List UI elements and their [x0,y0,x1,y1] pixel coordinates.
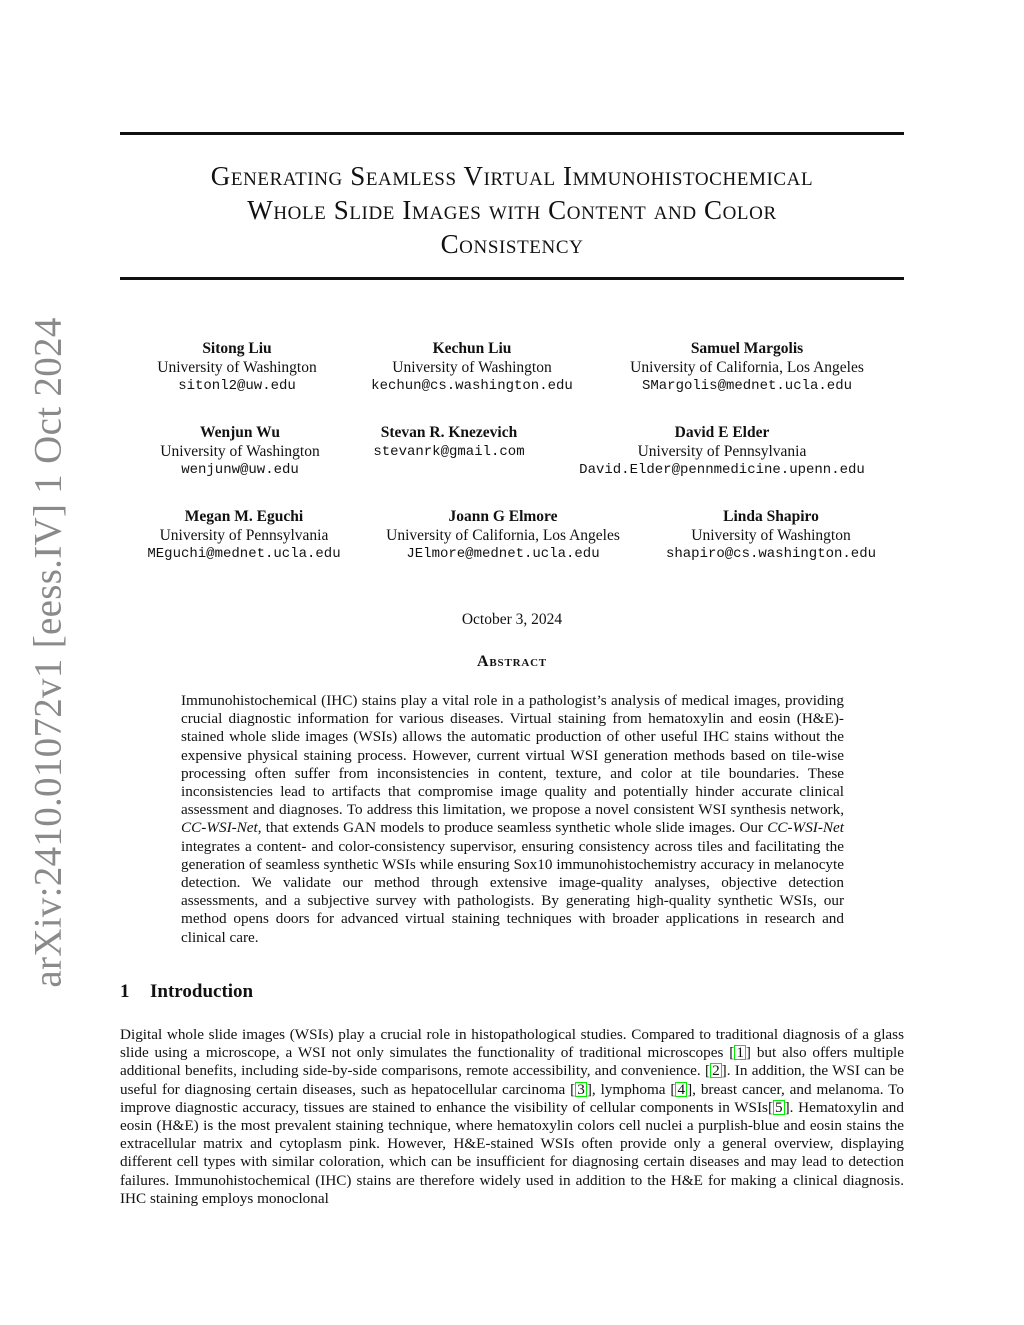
author-email[interactable]: SMargolis@mednet.ucla.edu [641,378,853,394]
citation-link[interactable]: 1 [736,1044,744,1062]
section-title: Introduction [150,981,254,1002]
author-name: Joann G Elmore [448,508,558,525]
paper-title [120,159,904,261]
method-name: CC-WSI-Net [767,819,844,837]
title-line-2: Whole Slide Images with Content and Color [247,195,777,225]
author-name: David E Elder [674,424,770,441]
author-email[interactable]: shapiro@cs.washington.edu [665,546,877,562]
author-affiliation: University of Pennsylvania [637,442,807,460]
abstract-text: Immunohistochemical (IHC) stains play a vital role in a pathologist’s analysis of medical images, providing crucial diagnostic information for various diseases. Virtual staining from hematoxylin and eosin (H&E)-stained whole slide images (WSIs) allows the automatic production of other useful IHC stains without the expensive physical staining process. However, current virtual WSI generation methods based on tile-wise processing often suffer from inconsistencies in content, texture, and color at tile boundaries. These inconsistencies lead to artifacts that compromise image quality and potentially hinder accurate clinical assessment and diagnoses. To address this limitation, we propose a novel consistent WSI synthesis network, [181,692,844,819]
citation-link[interactable]: 2 [712,1062,720,1080]
author-affiliation: University of California, Los Angeles [386,526,620,544]
author-name: Stevan R. Knezevich [380,424,518,441]
author-affiliation: University of Washington [160,442,320,460]
author-email[interactable]: JElmore@mednet.ucla.edu [406,546,600,562]
section-number: 1 [120,981,130,1002]
introduction-body: Digital whole slide images (WSIs) play a crucial role in histopathological studies. Compared to traditional diagnosis of a glass slide using a microscope, a WSI not only simulates the functionality of traditional microscopes [ 1 ] but also offers multiple additional benefits, including side-by-side comparisons, remote accessibility, and convenience. [ 2 ]. In addition, the WSI can be useful for diagnosing certain diseases, such as hepatocellular carcinoma [ 3 ], lymphoma [ 4 ], breast cancer, and melanoma. To improve diagnostic accuracy, tissues are stained to enhance the visibility of cellular components in WSIs[ 5 ]. Hematoxylin and eosin (H&E) is the most prevalent staining technique, where hematoxylin colors cell nuclei a purplish-blue and eosin stains the extracellular matrix and cytoplasm pink. However, H&E-stained WSIs often provide only a general overview, displaying different cell types with similar coloration, which can be insufficient for diagnosing certain diseases and may lead to detection failures. Immunohistochemical (IHC) stains are therefore widely used in addition to the H&E for making a clinical diagnosis. IHC staining employs monoclonal [120,1026,904,1207]
author-megan-eguchi [134,508,354,564]
author-name: Wenjun Wu [200,424,280,441]
body-text: , lymphoma [591,1080,671,1098]
citation-link[interactable]: 3 [577,1080,585,1098]
method-name: CC-WSI-Net [181,819,258,837]
author-wenjun-wu [140,424,340,480]
body-text: . In addition, the WSI can be useful for diagnosing certain diseases, such as hepatocellular carcinoma [120,1062,904,1098]
author-name: Megan M. Eguchi [184,508,304,525]
arxiv-id-text: arXiv:2410.01072v1 [eess.IV] 1 Oct 2024 [26,317,70,988]
author-stevan-knezevich [354,424,544,461]
publication-date: October 3, 2024 [461,611,563,628]
body-text: Digital whole slide images (WSIs) play a crucial role in histopathological studies. Compared to traditional diagnosis of a glass slide using a microscope, a WSI not only simulates the functionality of traditional microscopes [120,1026,904,1062]
title-line-1: Generating Seamless Virtual Immunohistochemical [210,161,814,191]
abstract-heading: Abstract [477,653,547,670]
author-email[interactable]: wenjunw@uw.edu [181,462,299,478]
author-name: Kechun Liu [432,340,512,357]
author-kechun-liu [352,340,592,396]
author-joann-elmore [368,508,638,564]
author-samuel-margolis [612,340,882,396]
abstract-text: , that extends GAN models to produce seamless synthetic whole slide images. Our [257,819,768,837]
author-sitong-liu [137,340,337,396]
author-name: Sitong Liu [202,340,272,357]
section-heading-introduction [120,981,253,1003]
title-line-3: Consistency [440,229,584,259]
body-text: , breast cancer, and melanoma. To improve diagnostic accuracy, tissues are stained to enhance the visibility of cellular components in WSIs [120,1080,904,1116]
author-affiliation: University of Washington [691,526,851,544]
title-bottom-rule [120,277,904,280]
citation-link[interactable]: 4 [677,1080,686,1098]
body-text: but also offers multiple additional benefits, including side-by-side comparisons, remote accessibility, and convenience. [120,1044,904,1080]
author-affiliation: University of Pennsylvania [159,526,329,544]
abstract-text: integrates a content- and color-consistency supervisor, ensuring consistency across tiles and facilitating the generation of seamless synthetic WSIs while ensuring Sox10 immunohistochemistry accuracy in melanocyte detection. We validate our method through extensive image-quality analyses, objective detection assessments, and a subjective survey with pathologists. By generating high-quality synthetic WSIs, our method opens doors for advanced virtual staining techniques with broader applications in research and clinical care. [181,837,844,946]
author-david-elder [560,424,884,480]
author-name: Linda Shapiro [723,508,819,525]
author-affiliation: University of Washington [392,358,552,376]
title-top-rule [120,132,904,135]
author-email[interactable]: stevanrk@gmail.com [373,443,525,460]
abstract-body [181,692,844,947]
author-name: Samuel Margolis [690,340,804,357]
citation-link[interactable]: 5 [775,1098,783,1116]
author-linda-shapiro [655,508,887,564]
body-text: . Hematoxylin and eosin (H&E) is the most prevalent staining technique, where hematoxylin colors cell nuclei a purplish-blue and eosin stains the extracellular matrix and cytoplasm pink. However, H&E-stained WSIs often provide only a general overview, displaying different cell types with similar coloration, which can be insufficient for diagnosing certain diseases and may lead to detection failures. Immunohistochemical (IHC) stains are therefore widely used in addition to the H&E for making a clinical diagnosis. IHC staining employs monoclonal [120,1098,904,1207]
author-email[interactable]: kechun@cs.washington.edu [371,378,573,394]
arxiv-identifier-stamp [12,317,84,988]
author-email[interactable]: sitonl2@uw.edu [178,378,296,394]
author-email[interactable]: MEguchi@mednet.ucla.edu [147,546,341,562]
author-affiliation: University of California, Los Angeles [630,358,864,376]
author-affiliation: University of Washington [157,358,317,376]
author-email[interactable]: David.Elder@pennmedicine.upenn.edu [579,462,865,478]
